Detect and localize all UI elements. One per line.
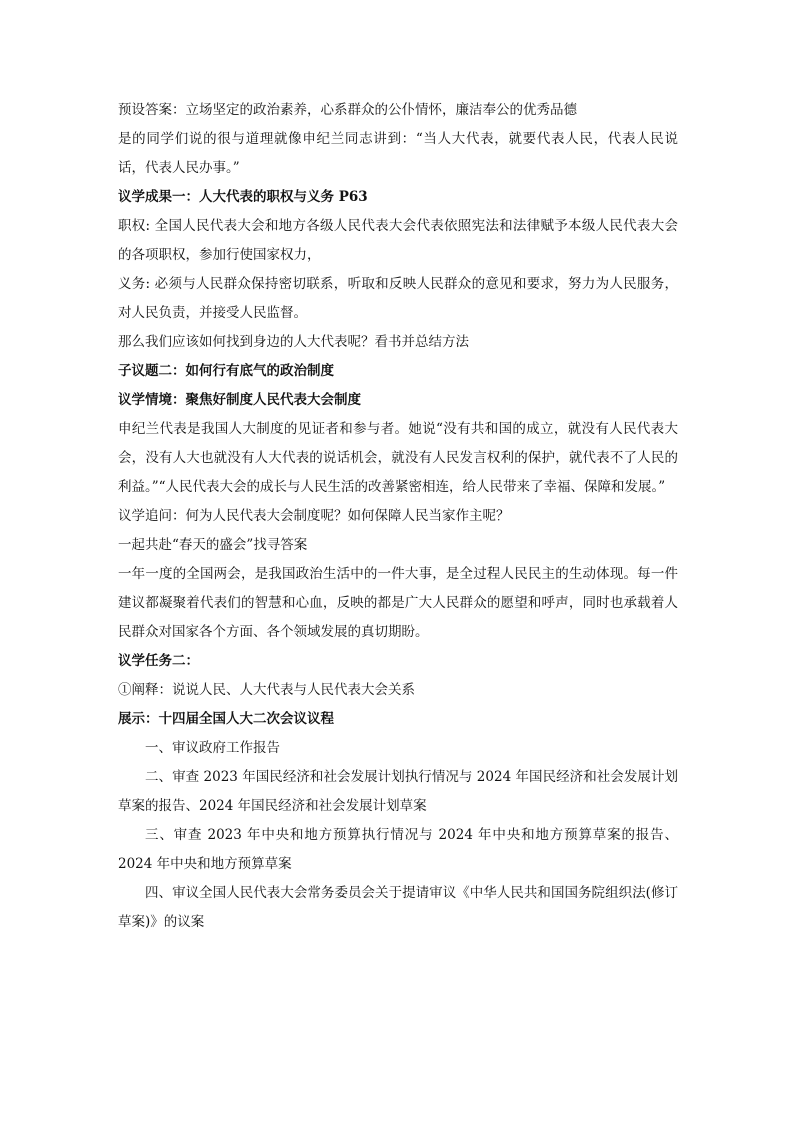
agenda-item: 三、审查 2023 年中央和地方预算执行情况与 2024 年中央和地方预算草案的报告、2024 年中央和地方预算草案 [118, 827, 678, 872]
display-heading: 展示：十四届全国人大二次会议议程 [118, 711, 334, 727]
shen-quote-paragraph: 申纪兰代表是我国人大制度的见证者和参与者。她说“没有共和国的成立，就没有人民代表大会，没有人大也就没有人大代表的说话机会，就没有人民发言权利的保护，就代表不了人民的利益。”“人民代表大会的成长与人民生活的改善紧密相连，给人民带来了幸福、保障和发展。” [118, 421, 678, 495]
follow-up-question: 议学追问：何为人民代表大会制度呢？如何保障人民当家作主呢？ [118, 508, 510, 524]
agenda-item: 四、审议全国人民代表大会常务委员会关于提请审议《中华人民共和国国务院组织法(修订草案)》的议案 [118, 885, 678, 930]
agenda-item: 二、审查 2023 年国民经济和社会发展计划执行情况与 2024 年国民经济和社会发展计划草案的报告、2024 年国民经济和社会发展计划草案 [118, 769, 678, 814]
preset-answer: 预设答案：立场坚定的政治素养，心系群众的公仆情怀，廉洁奉公的优秀品德 [118, 102, 577, 118]
find-rep-question: 那么我们应该如何找到身边的人大代表呢？看书并总结方法 [118, 334, 469, 350]
spring-event-line: 一起共赴“春天的盛会”找寻答案 [118, 537, 308, 553]
document-page [118, 96, 678, 937]
sub-topic-two-heading: 子议题二：如何行有底气的政治制度 [118, 363, 334, 379]
duties-paragraph: 义务: 必须与人民群众保持密切联系，听取和反映人民群众的意见和要求，努力为人民服务，对人民负责，并接受人民监督。 [118, 276, 678, 321]
quote-intro: 是的同学们说的很与道理就像申纪兰同志讲到：“当人大代表，就要代表人民，代表人民说话，代表人民办事。” [118, 131, 678, 176]
task-two-heading: 议学任务二： [118, 653, 199, 669]
powers-paragraph: 职权: 全国人民代表大会和地方各级人民代表大会代表依照宪法和法律赋予本级人民代表大会的各项职权，参加行使国家权力， [118, 218, 678, 263]
agenda-item: 一、审议政府工作报告 [145, 740, 280, 756]
scenario-heading: 议学情境：聚焦好制度人民代表大会制度 [118, 392, 361, 408]
result-one-heading: 议学成果一：人大代表的职权与义务 P63 [118, 189, 368, 205]
task-explain: ①阐释：说说人民、人大代表与人民代表大会关系 [118, 682, 415, 698]
two-sessions-paragraph: 一年一度的全国两会，是我国政治生活中的一件大事，是全过程人民民主的生动体现。每一件建议都凝聚着代表们的智慧和心血，反映的都是广大人民群众的愿望和呼声，同时也承载着人民群众对国家各个方面、各个领域发展的真切期盼。 [118, 566, 678, 640]
